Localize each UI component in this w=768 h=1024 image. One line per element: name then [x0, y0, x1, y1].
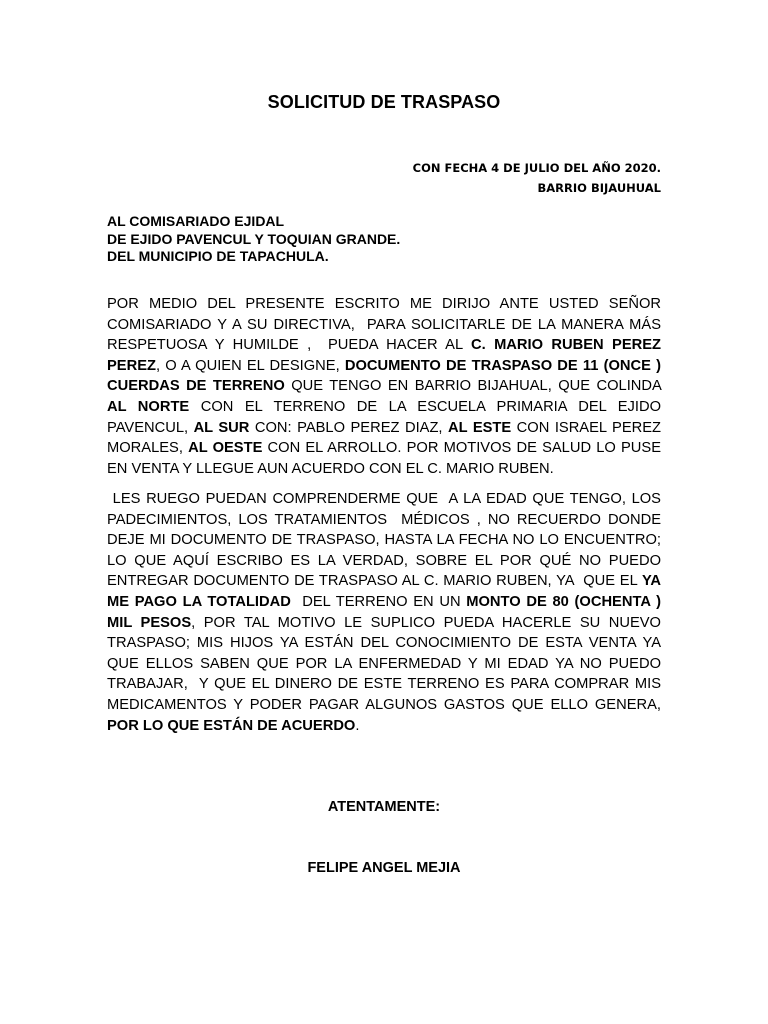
paragraph-text: DEL TERRENO EN UN — [290, 593, 467, 610]
recipient-line-1: AL COMISARIADO EJIDAL — [107, 213, 285, 229]
paragraph-text: , POR TAL MOTIVO LE SUPLICO PUEDA HACERLE SU NUEVO TRASPASO; MIS HIJOS YA ESTÁN DEL CONOCIMIENTO DE ESTA VENTA YA QUE ELLOS SABEN QUE POR LA ENFERMEDAD Y MI EDAD YA NO PUEDO TRABAJAR, Y QUE EL DINERO DE ESTE TERRENO ES PARA COMPRAR MIS MEDICAMENTOS Y PODER PAGAR ALGUNOS GASTOS QUE ELLO GENERA, — [107, 614, 670, 713]
emphasized-text: AL SUR — [193, 419, 250, 436]
emphasized-text: POR LO QUE ESTÁN DE ACUERDO — [107, 717, 356, 734]
closing: ATENTAMENTE: — [327, 799, 441, 815]
paragraph-text: POR MEDIO DEL PRESENTE ESCRITO ME DIRIJO ANTE USTED SEÑOR COMISARIADO Y A SU DIRECTIVA, PARA SOLICITARLE DE LA MANERA MÁS RESPETUOSA Y HUMILDE , PUEDA HACER AL — [107, 296, 666, 354]
paragraph-text: CON ISRAEL PEREZ MORALES, — [107, 419, 666, 457]
emphasized-text: AL OESTE — [188, 440, 263, 457]
paragraph-text: . — [355, 717, 360, 734]
paragraph-text: , O A QUIEN EL DESIGNE, — [155, 357, 345, 374]
date-line: CON FECHA 4 DE JULIO DEL AÑO 2020. — [412, 161, 661, 175]
emphasized-text: YA ME PAGO LA TOTALIDAD — [107, 573, 666, 610]
paragraph-text: CON: PABLO PEREZ DIAZ, — [249, 419, 449, 436]
emphasized-text: AL NORTE — [107, 398, 190, 415]
paragraph-text: QUE TENGO EN BARRIO BIJAHUAL, QUE COLINDA — [284, 378, 666, 395]
emphasized-text: C. MARIO RUBEN PEREZ PEREZ — [107, 337, 666, 374]
emphasized-text: AL ESTE — [448, 419, 512, 436]
emphasized-text: MONTO DE 80 (OCHENTA ) MIL PESOS — [107, 593, 666, 631]
paragraph-text: CON EL TERRENO DE LA ESCUELA PRIMARIA DEL EJIDO PAVENCUL, — [107, 398, 666, 436]
date-block — [413, 158, 661, 198]
place-line: BARRIO BIJAUHUAL — [537, 181, 661, 195]
recipient-block — [107, 213, 400, 266]
body-paragraph-1 — [107, 294, 666, 479]
document-title: SOLICITUD DE TRASPASO — [267, 92, 501, 112]
recipient-line-2: DE EJIDO PAVENCUL Y TOQUIAN GRANDE. — [107, 230, 401, 247]
paragraph-text: CON EL ARROLLO. POR MOTIVOS DE SALUD LO PUSE EN VENTA Y LLEGUE AUN ACUERDO CON EL C. MARIO RUBEN. — [107, 440, 666, 477]
body-paragraph-2 — [107, 489, 670, 736]
emphasized-text: DOCUMENTO DE TRASPASO DE 11 (ONCE ) CUERDAS DE TERRENO — [107, 357, 666, 395]
recipient-line-3: DEL MUNICIPIO DE TAPACHULA. — [107, 248, 329, 264]
signer-name: FELIPE ANGEL MEJIA — [307, 860, 461, 876]
paragraph-text: LES RUEGO PUEDAN COMPRENDERME QUE A LA EDAD QUE TENGO, LOS PADECIMIENTOS, LOS TRATAMIENTOS MÉDICOS , NO RECUERDO DONDE DEJE MI DOCUMENTO DE TRASPASO, HASTA LA FECHA NO LO ENCUENTRO; LO QUE AQUÍ ESCRIBO ES LA VERDAD, SOBRE EL POR QUÉ NO PUEDO ENTREGAR DOCUMENTO DE TRASPASO AL C. MARIO RUBEN, YA QUE EL — [107, 491, 666, 590]
